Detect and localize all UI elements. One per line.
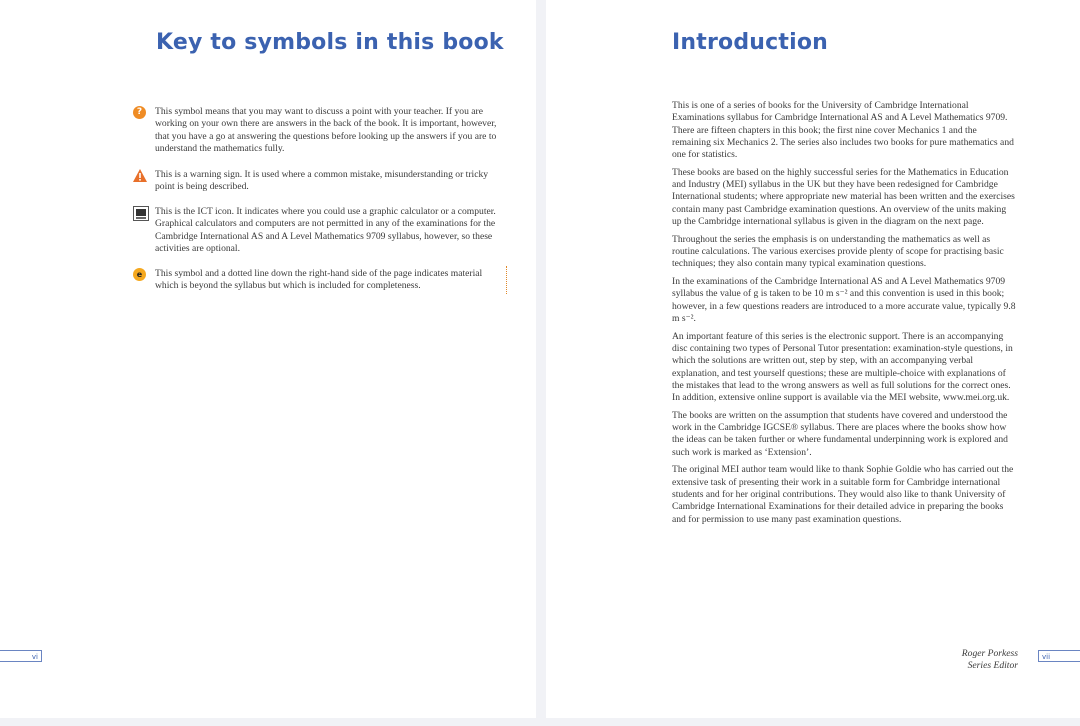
- symbol-entry-extension: [133, 268, 503, 293]
- intro-paragraph: The books are written on the assumption that students have covered and understood the work in the Cambridge IGCSE® syllabus. There are places where the books show how the ideas can be taken further or where fundamental underpinning work is explored and such work is marked as ‘Extension’.: [672, 409, 1008, 458]
- page-number-right: vii: [1038, 650, 1080, 662]
- ict-icon: [133, 206, 149, 221]
- intro-paragraph: The original MEI author team would like to thank Sophie Goldie who has carried out the extensive task of presenting their work in a suitable form for Cambridge international students and for her original contributions. They would also like to thank University of Cambridge International Examinations for their detailed advice in preparing the books and for permission to use many past examination questions.: [672, 464, 1014, 525]
- right-page: [546, 0, 1080, 718]
- intro-paragraph: These books are based on the highly successful series for the Mathematics in Education and Industry (MEI) syllabus in the UK but they have been redesigned for Cambridge International students; where appropriate new material has been written and the exercises contain many past Cambridge examination questions. An overview of the units making up the Cambridge international syllabus is given in the diagram on the next page.: [672, 166, 1015, 228]
- symbol-description: This symbol and a dotted line down the right-hand side of the page indicates material which is beyond the syllabus but which is included for completeness.: [155, 268, 483, 292]
- extension-dotted-line: [506, 266, 507, 294]
- intro-paragraph: An important feature of this series is the electronic support. There is an accompanying disc containing two types of Personal Tutor presentation: examination-style questions, in which the solutions are written out, step by step, with an accompanying verbal explanation, and test yourself questions; these are multiple-choice with explanations of the mistakes that lead to the wrong answers as well as full solutions for the correct ones. In addition, extensive online support is available via the MEI website, www.mei.org.uk.: [672, 330, 1013, 404]
- symbol-entry-warning: [133, 169, 503, 194]
- introduction-body: [672, 100, 1018, 531]
- symbol-description: This is a warning sign. It is used where a common mistake, misunderstanding or tricky point is being described.: [155, 169, 489, 193]
- intro-paragraph: In the examinations of the Cambridge International AS and A Level Mathematics 9709 syllabus the value of g is taken to be 10 m s⁻² and this convention is used in this book; however, in a few questions readers are introduced to a more accurate value, typically 9.8 m s⁻².: [672, 276, 1016, 324]
- symbol-entry-question: [133, 106, 503, 155]
- extension-icon: e: [133, 268, 146, 281]
- question-icon: ?: [133, 106, 146, 119]
- left-page: [0, 0, 536, 718]
- warning-icon: [133, 169, 147, 187]
- signature-role: Series Editor: [967, 660, 1018, 672]
- symbol-description: This is the ICT icon. It indicates where you could use a graphic calculator or a computer. Graphical calculators and computers are not permitted in any of the examinations for the Cambridge International AS and A Level Mathematics 9709 syllabus, however, so these activities are optional.: [155, 206, 496, 254]
- page-number-left: vi: [0, 650, 42, 662]
- symbol-entry-ict: [133, 206, 503, 255]
- signature: [962, 648, 1018, 673]
- page-title-symbols: Key to symbols in this book: [156, 30, 504, 55]
- page-title-introduction: Introduction: [672, 30, 829, 55]
- symbol-description: This symbol means that you may want to discuss a point with your teacher. If you are working on your own there are answers in the back of the book. It is important, however, that you have a go at answering the questions before looking up the answers if you are to understand the mathematics fully.: [155, 106, 497, 154]
- intro-paragraph: This is one of a series of books for the University of Cambridge International Examinations syllabus for Cambridge International AS and A Level Mathematics 9709. There are fifteen chapters in this book; the first nine cover Mechanics 1 and the remaining six Mechanics 2. The series also includes two books for pure mathematics and one for statistics.: [672, 100, 1014, 161]
- signature-name: Roger Porkess: [961, 648, 1018, 659]
- intro-paragraph: Throughout the series the emphasis is on understanding the mathematics as well as routine calculations. The various exercises provide plenty of scope for practising basic techniques; they also contain many typical examination questions.: [672, 233, 1004, 270]
